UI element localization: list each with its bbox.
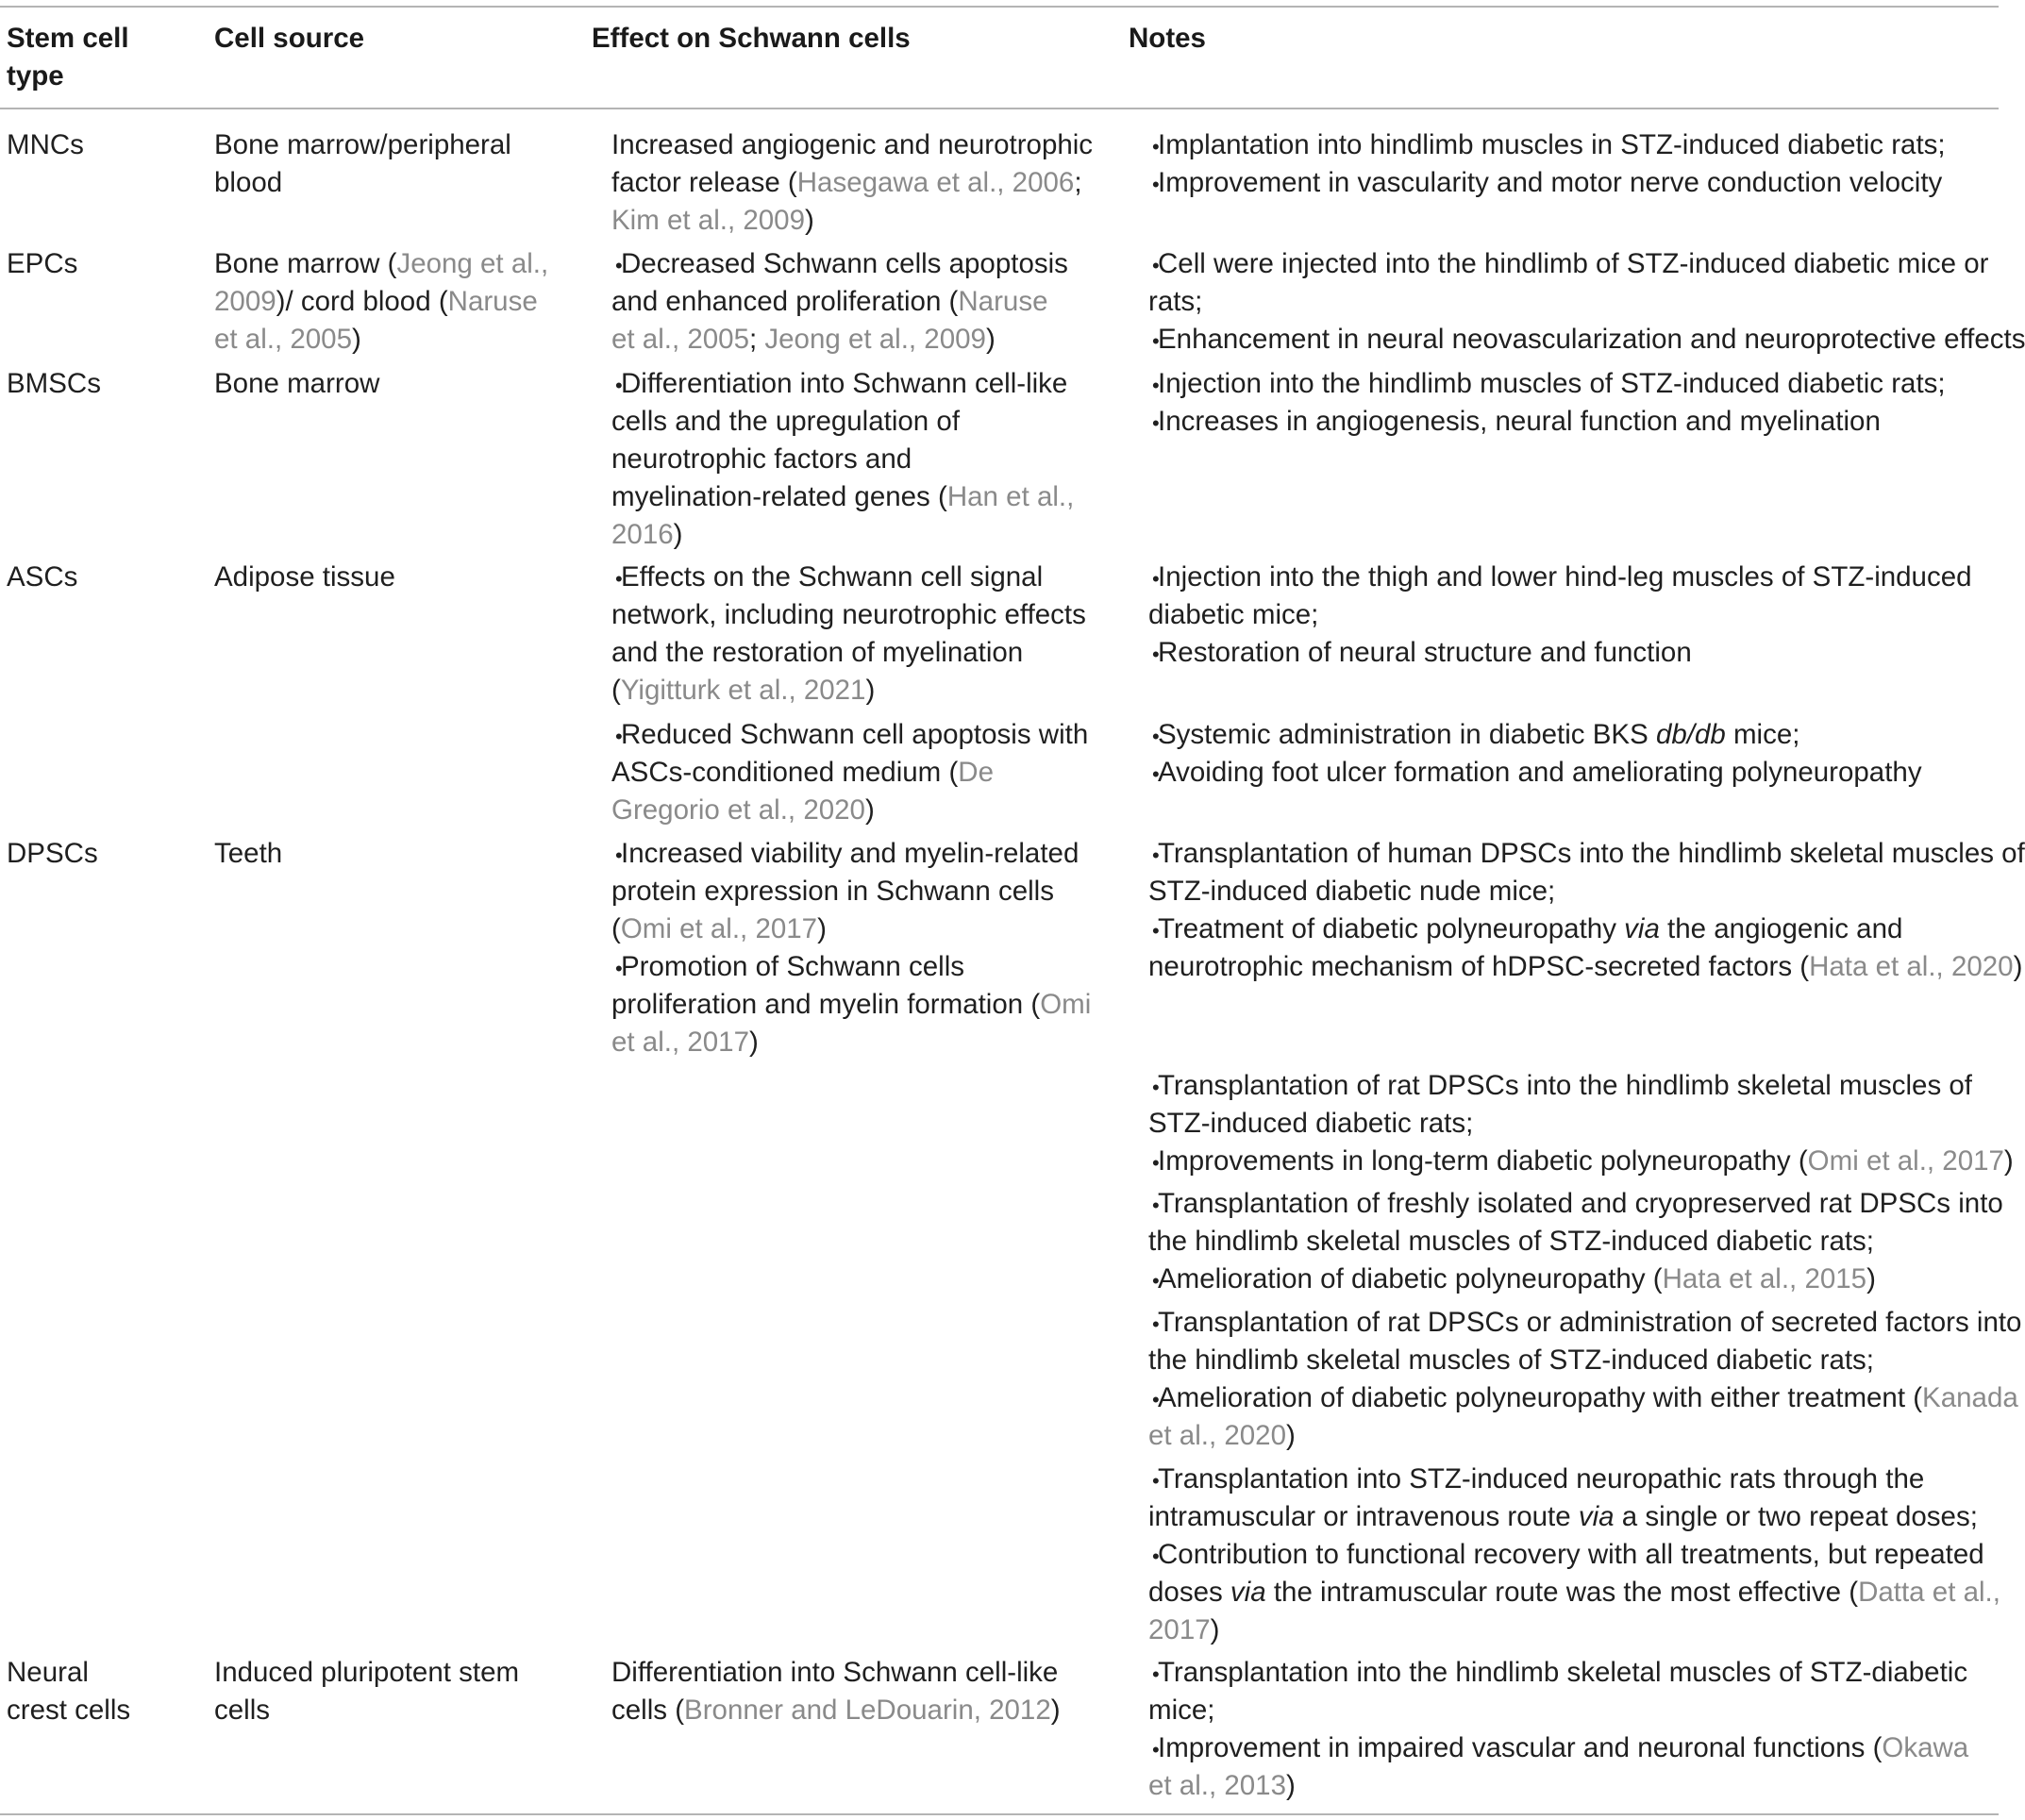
cell-effect-text: myelination-related genes ( xyxy=(611,481,947,512)
cell-effect-line xyxy=(611,910,1091,948)
cell-source-line xyxy=(214,1692,519,1729)
cell-stem-cell-type-line: ASCs xyxy=(7,561,78,593)
citation-link[interactable]: Yigitturk et al., 2021 xyxy=(620,675,866,706)
cell-source-text: ) xyxy=(351,324,361,355)
cell-source xyxy=(214,1654,519,1729)
cell-source-text: )/ cord blood ( xyxy=(276,286,448,317)
top-rule xyxy=(0,6,1999,8)
cell-effect-line xyxy=(611,634,1086,672)
citation-link[interactable]: Omi xyxy=(1040,989,1092,1020)
cell-source-text: Bone marrow xyxy=(214,368,380,399)
cell-source-text: Bone marrow/peripheral xyxy=(214,129,511,160)
citation-link[interactable]: 2016 xyxy=(611,519,674,550)
cell-stem-cell-type-line: crest cells xyxy=(7,1695,131,1726)
cell-source xyxy=(214,365,379,403)
cell-notes-text: diabetic mice; xyxy=(1148,599,1319,630)
cell-stem-cell-type xyxy=(7,835,98,873)
cell-notes-line: •Avoiding foot ulcer formation and ameliorating polyneuropathy xyxy=(1152,757,1922,788)
cell-notes-text: ) xyxy=(1866,1263,1876,1294)
cell-notes-text: the intramuscular route was the most effective ( xyxy=(1265,1577,1859,1608)
cell-notes-line xyxy=(1148,596,1972,634)
cell-source-line xyxy=(214,283,548,321)
cell-notes-text: Improvements in long-term diabetic polyneuropathy ( xyxy=(1158,1145,1808,1177)
cell-effect-text: protein expression in Schwann cells xyxy=(611,876,1054,907)
cell-notes-line: •Injection into the thigh and lower hind-leg muscles of STZ-induced xyxy=(1152,561,1972,593)
cell-notes-text: STZ-induced diabetic nude mice; xyxy=(1148,876,1556,907)
cell-notes-line xyxy=(1148,1692,1968,1729)
cell-notes-text: Injection into the thigh and lower hind-leg muscles of STZ-induced xyxy=(1158,561,1972,593)
cell-notes-line xyxy=(1148,948,2025,986)
cell-effect-text: ASCs-conditioned medium ( xyxy=(611,757,959,788)
cell-notes-line: •Improvements in long-term diabetic polyneuropathy (Omi et al., 2017) xyxy=(1152,1145,2014,1177)
citation-link[interactable]: Omi et al., 2017 xyxy=(1807,1145,2004,1177)
cell-effect-text: ; xyxy=(1074,167,1082,198)
cell-notes-text: the angiogenic and xyxy=(1659,913,1903,944)
cell-notes xyxy=(1148,835,2025,986)
cell-notes-text: Cell were injected into the hindlimb of STZ-induced diabetic mice or xyxy=(1158,248,1989,279)
cell-effect-line xyxy=(611,516,1074,554)
cell-stem-cell-type xyxy=(7,365,101,403)
cell-notes-text: Transplantation of freshly isolated and cryopreserved rat DPSCs into xyxy=(1158,1188,2003,1219)
cell-notes xyxy=(1148,365,1946,441)
cell-effect-line: •Effects on the Schwann cell signal xyxy=(615,561,1044,593)
cell-notes-text: Contribution to functional recovery with all treatments, but repeated xyxy=(1158,1539,1984,1570)
cell-effect-text: ) xyxy=(864,794,875,826)
cell-effect-line xyxy=(611,164,1093,202)
cell-effect-text: Reduced Schwann cell apoptosis with xyxy=(621,719,1089,750)
header-notes: Notes xyxy=(1129,23,1206,54)
cell-effect-text: Increased angiogenic and neurotrophic xyxy=(611,129,1094,160)
cell-notes-line: •Restoration of neural structure and function xyxy=(1152,637,1692,668)
cell-source-line xyxy=(214,245,548,283)
cell-notes-line: •Injection into the hindlimb muscles of STZ-induced diabetic rats; xyxy=(1152,368,1946,399)
cell-notes-line: •Transplantation of rat DPSCs into the hindlimb skeletal muscles of xyxy=(1152,1070,1973,1101)
citation-link[interactable]: Naruse xyxy=(958,286,1048,317)
cell-source-text: Bone marrow ( xyxy=(214,248,397,279)
cell-source-line xyxy=(214,559,395,596)
citation-link[interactable]: 2009 xyxy=(214,286,276,317)
cell-effect-line xyxy=(611,986,1091,1024)
cell-notes-line: •Contribution to functional recovery with all treatments, but repeated xyxy=(1152,1539,1984,1570)
cell-source-text: blood xyxy=(214,167,283,198)
citation-link[interactable]: Jeong et al., xyxy=(396,248,549,279)
cell-notes-line xyxy=(1148,1574,2000,1611)
cell-notes-text: the hindlimb skeletal muscles of STZ-induced diabetic rats; xyxy=(1148,1344,1874,1376)
cell-notes-text: ) xyxy=(2013,951,2023,982)
cell-source-line xyxy=(214,835,282,873)
cell-effect-line: •Decreased Schwann cells apoptosis xyxy=(615,248,1068,279)
cell-notes-line: •Implantation into hindlimb muscles in STZ-induced diabetic rats; xyxy=(1152,129,1946,160)
cell-notes-line: •Amelioration of diabetic polyneuropathy with either treatment (Kanada xyxy=(1152,1382,2018,1413)
cell-notes-line: •Amelioration of diabetic polyneuropathy (Hata et al., 2015) xyxy=(1152,1263,1876,1294)
cell-stem-cell-type-line: EPCs xyxy=(7,248,78,279)
cell-source xyxy=(214,245,548,359)
cell-notes-line xyxy=(1148,873,2025,910)
cell-notes-text: the hindlimb skeletal muscles of STZ-induced diabetic rats; xyxy=(1148,1226,1874,1257)
cell-effect-text: ) xyxy=(804,205,814,236)
cell-notes-line: •Transplantation of human DPSCs into the hindlimb skeletal muscles of xyxy=(1152,838,2025,869)
cell-notes-text: Transplantation into STZ-induced neuropathic rats through the xyxy=(1158,1463,1925,1494)
cell-effect xyxy=(611,365,1074,554)
cell-effect-text: factor release ( xyxy=(611,167,797,198)
cell-effect-text: Differentiation into Schwann cell-like xyxy=(621,368,1068,399)
cell-notes-text: Enhancement in neural neovascularization and neuroprotective effects xyxy=(1158,324,2025,355)
citation-link[interactable]: Hata et al., 2015 xyxy=(1662,1263,1867,1294)
cell-notes-line: •Systemic administration in diabetic BKS db/db mice; xyxy=(1152,719,1800,750)
cell-notes xyxy=(1148,559,1972,672)
cell-effect-line xyxy=(611,754,1088,792)
cell-effect-line xyxy=(611,1654,1061,1692)
cell-effect-text: network, including neurotrophic effects xyxy=(611,599,1086,630)
cell-notes-line: •Improvement in vascularity and motor nerve conduction velocity xyxy=(1152,167,1943,198)
citation-link[interactable]: Datta et al., xyxy=(1858,1577,2000,1608)
cell-notes xyxy=(1148,126,1946,202)
cell-effect-text: ( xyxy=(611,675,621,706)
cell-stem-cell-type-line: Neural xyxy=(7,1657,89,1688)
cell-effect-line xyxy=(611,1024,1091,1061)
cell-effect-text: Increased viability and myelin-related xyxy=(621,838,1079,869)
cell-stem-cell-type-line: DPSCs xyxy=(7,838,98,869)
header-rule xyxy=(0,108,1999,109)
cell-notes-text: ) xyxy=(1210,1614,1220,1645)
cell-effect-text: cells ( xyxy=(611,1695,685,1726)
cell-effect-line xyxy=(611,596,1086,634)
cell-notes-text: Systemic administration in diabetic BKS xyxy=(1158,719,1656,750)
cell-stem-cell-type xyxy=(7,559,77,596)
citation-link[interactable]: et al., 2013 xyxy=(1148,1770,1286,1801)
cell-effect-line xyxy=(611,283,1068,321)
cell-effect-text: ( xyxy=(611,913,621,944)
cell-notes-text: STZ-induced diabetic rats; xyxy=(1148,1108,1474,1139)
cell-notes-text: Implantation into hindlimb muscles in STZ-induced diabetic rats; xyxy=(1158,129,1946,160)
cell-source-text: cells xyxy=(214,1695,271,1726)
cell-notes-text: ) xyxy=(2003,1145,2014,1177)
cell-effect xyxy=(611,835,1091,1061)
cell-notes-text: doses xyxy=(1148,1577,1230,1608)
cell-notes-text: rats; xyxy=(1148,286,1203,317)
cell-notes-line: •Transplantation of freshly isolated and cryopreserved rat DPSCs into xyxy=(1152,1188,2003,1219)
cell-effect-text: Promotion of Schwann cells xyxy=(621,951,965,982)
cell-notes-text: Increases in angiogenesis, neural function and myelination xyxy=(1158,406,1881,437)
cell-effect-text: ; xyxy=(748,324,765,355)
citation-link[interactable]: et al., 2005 xyxy=(214,324,352,355)
cell-notes-line: •Transplantation of rat DPSCs or administration of secreted factors into xyxy=(1152,1307,2022,1338)
cell-notes-text: ) xyxy=(1285,1770,1296,1801)
cell-effect xyxy=(611,716,1088,829)
cell-effect-text: ) xyxy=(817,913,827,944)
header-stem-cell-type-line: type xyxy=(7,60,64,92)
cell-notes-line xyxy=(1148,1611,2000,1649)
cell-notes-line: •Transplantation into the hindlimb skeletal muscles of STZ-diabetic xyxy=(1152,1657,1968,1688)
citation-link[interactable]: Bronner and LeDouarin, 2012 xyxy=(684,1695,1051,1726)
cell-effect-line xyxy=(611,873,1091,910)
citation-link[interactable]: et al., 2017 xyxy=(611,1027,749,1058)
cell-notes xyxy=(1148,716,1922,792)
cell-notes-text: Improvement in vascularity and motor nerve conduction velocity xyxy=(1158,167,1943,198)
cell-effect-text: ) xyxy=(673,519,683,550)
citation-link[interactable]: Hata et al., 2020 xyxy=(1809,951,2014,982)
cell-effect-text: ) xyxy=(985,324,996,355)
cell-source-line xyxy=(214,365,379,403)
cell-effect-text: and the restoration of myelination xyxy=(611,637,1024,668)
cell-notes-line xyxy=(1148,283,2025,321)
cell-notes-line: •Improvement in impaired vascular and neuronal functions (Okawa xyxy=(1152,1732,1969,1763)
cell-effect-line xyxy=(611,792,1088,829)
cell-notes xyxy=(1148,1654,1968,1805)
header-stem-cell-type-line: Stem cell xyxy=(7,23,129,54)
cell-effect-line xyxy=(611,403,1074,441)
cell-effect-line xyxy=(611,126,1093,164)
cell-notes-text: a single or two repeat doses; xyxy=(1614,1501,1978,1532)
cell-effect xyxy=(611,559,1086,710)
citation-link[interactable]: De xyxy=(958,757,994,788)
cell-effect-text: Differentiation into Schwann cell-like xyxy=(611,1657,1059,1688)
cell-effect-line xyxy=(611,1692,1061,1729)
header-effect: Effect on Schwann cells xyxy=(592,23,911,54)
cell-notes-text: Transplantation of rat DPSCs or administration of secreted factors into xyxy=(1158,1307,2022,1338)
citation-link[interactable]: et al., 2020 xyxy=(1148,1420,1286,1451)
cell-source-text: Adipose tissue xyxy=(214,561,395,593)
cell-effect-line xyxy=(611,202,1093,240)
cell-notes-text: intramuscular or intravenous route xyxy=(1148,1501,1579,1532)
cell-notes-text: Treatment of diabetic polyneuropathy xyxy=(1158,913,1625,944)
citation-link[interactable]: Naruse xyxy=(447,286,538,317)
cell-source-text: Induced pluripotent stem xyxy=(214,1657,520,1688)
cell-notes-text: Injection into the hindlimb muscles of STZ-induced diabetic rats; xyxy=(1158,368,1946,399)
cell-source-text: Teeth xyxy=(214,838,283,869)
cell-notes-line xyxy=(1148,1223,2003,1261)
cell-effect-line: •Increased viability and myelin-related xyxy=(615,838,1079,869)
cell-notes-text: via xyxy=(1624,913,1660,944)
cell-stem-cell-type-line: MNCs xyxy=(7,129,84,160)
citation-link[interactable]: Han et al., xyxy=(946,481,1075,512)
cell-effect-text: neurotrophic factors and xyxy=(611,443,912,475)
cell-stem-cell-type xyxy=(7,245,77,283)
cell-notes xyxy=(1148,1185,2003,1298)
cell-notes-text: via xyxy=(1230,1577,1266,1608)
cell-effect xyxy=(611,126,1093,240)
cell-notes xyxy=(1148,1461,2000,1649)
cell-notes xyxy=(1148,245,2025,359)
cell-source-line xyxy=(214,321,548,359)
citation-link[interactable]: Hasegawa et al., 2006 xyxy=(796,167,1075,198)
cell-notes-text: mice; xyxy=(1148,1695,1215,1726)
cell-notes-text: db/db xyxy=(1655,719,1726,750)
cell-notes-text: Transplantation of human DPSCs into the hindlimb skeletal muscles of xyxy=(1158,838,2025,869)
citation-link[interactable]: Jeong et al., 2009 xyxy=(764,324,986,355)
cell-effect-line: •Promotion of Schwann cells xyxy=(615,951,965,982)
cell-notes-text: Restoration of neural structure and function xyxy=(1158,637,1692,668)
cell-notes-text: via xyxy=(1578,1501,1615,1532)
cell-notes-text: Amelioration of diabetic polyneuropathy ( xyxy=(1158,1263,1663,1294)
cell-effect xyxy=(611,245,1068,359)
cell-effect-text: and enhanced proliferation ( xyxy=(611,286,959,317)
cell-source xyxy=(214,559,395,596)
cell-effect-line: •Reduced Schwann cell apoptosis with xyxy=(615,719,1089,750)
citation-link[interactable]: Omi et al., 2017 xyxy=(620,913,818,944)
cell-source-line xyxy=(214,126,511,164)
cell-notes-line: •Treatment of diabetic polyneuropathy via the angiogenic and xyxy=(1152,913,1903,944)
cell-effect-text: proliferation and myelin formation ( xyxy=(611,989,1041,1020)
cell-notes-line: •Enhancement in neural neovascularization and neuroprotective effects xyxy=(1152,324,2025,355)
cell-notes-text: Avoiding foot ulcer formation and ameliorating polyneuropathy xyxy=(1158,757,1922,788)
cell-effect-text: Decreased Schwann cells apoptosis xyxy=(621,248,1068,279)
citation-link[interactable]: Okawa xyxy=(1882,1732,1969,1763)
cell-effect-line: •Differentiation into Schwann cell-like xyxy=(615,368,1068,399)
cell-source-line xyxy=(214,1654,519,1692)
cell-notes-text: Transplantation into the hindlimb skeletal muscles of STZ-diabetic xyxy=(1158,1657,1968,1688)
cell-effect-text: ) xyxy=(1050,1695,1061,1726)
citation-link[interactable]: Kim et al., 2009 xyxy=(611,205,805,236)
header-cell-source: Cell source xyxy=(214,23,365,54)
cell-effect-line xyxy=(611,478,1074,516)
cell-notes xyxy=(1148,1067,2014,1180)
cell-effect xyxy=(611,1654,1061,1729)
cell-source xyxy=(214,126,511,202)
cell-notes-line: •Cell were injected into the hindlimb of STZ-induced diabetic mice or xyxy=(1152,248,1989,279)
cell-effect-text: cells and the upregulation of xyxy=(611,406,961,437)
cell-notes-line xyxy=(1148,1105,2014,1143)
cell-notes-line xyxy=(1148,1417,2021,1455)
cell-notes-text: Transplantation of rat DPSCs into the hindlimb skeletal muscles of xyxy=(1158,1070,1973,1101)
cell-source xyxy=(214,835,282,873)
bottom-rule xyxy=(0,1813,1999,1815)
cell-notes-text: mice; xyxy=(1725,719,1800,750)
cell-stem-cell-type xyxy=(7,1654,130,1729)
cell-notes xyxy=(1148,1304,2021,1455)
cell-effect-line xyxy=(611,672,1086,710)
cell-effect-text: Effects on the Schwann cell signal xyxy=(621,561,1044,593)
cell-effect-line xyxy=(611,321,1068,359)
cell-notes-line xyxy=(1148,1498,2000,1536)
cell-notes-text: Improvement in impaired vascular and neuronal functions ( xyxy=(1158,1732,1883,1763)
cell-notes-line: •Transplantation into STZ-induced neuropathic rats through the xyxy=(1152,1463,1925,1494)
cell-source-line xyxy=(214,164,511,202)
cell-notes-line xyxy=(1148,1342,2021,1379)
cell-effect-text: ) xyxy=(748,1027,759,1058)
cell-notes-line: •Increases in angiogenesis, neural function and myelination xyxy=(1152,406,1881,437)
citation-link[interactable]: 2017 xyxy=(1148,1614,1211,1645)
cell-effect-text: ) xyxy=(865,675,876,706)
citation-link[interactable]: et al., 2005 xyxy=(611,324,749,355)
cell-notes-line xyxy=(1148,1767,1968,1805)
cell-stem-cell-type xyxy=(7,126,84,164)
citation-link[interactable]: Gregorio et al., 2020 xyxy=(611,794,865,826)
cell-effect-line xyxy=(611,441,1074,478)
cell-stem-cell-type-line: BMSCs xyxy=(7,368,101,399)
cell-notes-text: ) xyxy=(1285,1420,1296,1451)
cell-notes-text: Amelioration of diabetic polyneuropathy with either treatment ( xyxy=(1158,1382,1923,1413)
cell-notes-text: neurotrophic mechanism of hDPSC-secreted factors ( xyxy=(1148,951,1810,982)
citation-link[interactable]: Kanada xyxy=(1922,1382,2018,1413)
header-stem-cell-type xyxy=(7,20,129,95)
